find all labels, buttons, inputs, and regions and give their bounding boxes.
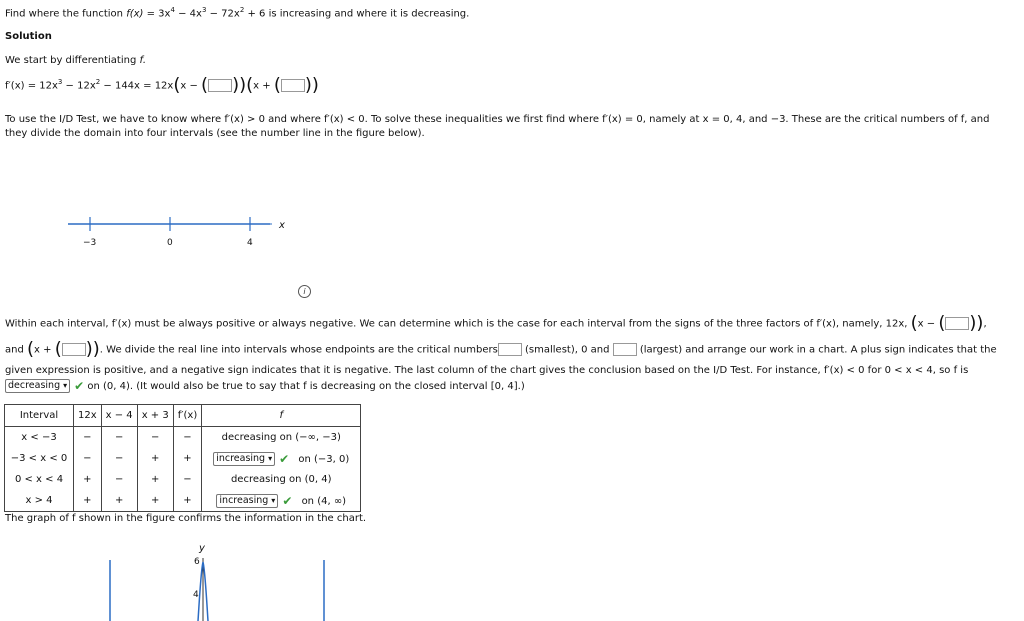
answer-box-largest[interactable] (613, 343, 637, 356)
y-axis-label: y (199, 543, 205, 554)
solution-label: Solution (5, 31, 52, 42)
within-text-4: decreasing ▾ ✔ on (0, 4). (It would also be true to say that f is decreasing on the closed interval [0, 4].) (5, 379, 525, 393)
header-x-minus-4: x − 4 (101, 405, 137, 427)
axis-label-x: x (279, 220, 285, 231)
check-icon: ✔ (282, 493, 293, 508)
chevron-down-icon: ▾ (268, 453, 273, 463)
graph-caption: The graph of f shown in the figure confirms the information in the chart. (5, 513, 367, 524)
table-row: 0 < x < 4 + − + − decreasing on (0, 4) (5, 469, 361, 490)
chevron-down-icon: ▾ (63, 381, 68, 390)
function-graph (100, 540, 340, 621)
answer-box-factor-1[interactable] (945, 317, 969, 330)
table-row: x < −3 − − − − decreasing on (−∞, −3) (5, 427, 361, 449)
header-f: f (202, 405, 361, 427)
within-text-3: given expression is positive, and a negative sign indicates that it is negative. The last column of the chart gives the conclusion based on the I/D Test. For instance, f′(x) < 0 for 0 < x < 4, so f is (5, 365, 969, 376)
header-fprime: f′(x) (173, 405, 202, 427)
y-tick-6: 6 (194, 557, 200, 567)
chevron-down-icon: ▾ (271, 495, 276, 505)
header-x-plus-3: x + 3 (137, 405, 173, 427)
header-12x: 12x (74, 405, 102, 427)
within-text-1: Within each interval, f′(x) must be always positive or always negative. We can determine which is the case for each interval from the signs of the three factors of f′(x), namely, 12x, (x − ( )), (5, 312, 987, 334)
tick-label-4: 4 (247, 238, 253, 248)
table-row: −3 < x < 0 − − + + increasing ▾ ✔ on (−3, 0) (5, 448, 361, 469)
answer-box-root-1[interactable] (208, 79, 232, 92)
within-text-2: and (x + ( )). We divide the real line into intervals whose endpoints are the critical numbers (smallest), 0 and (largest) and arrange our work in a chart. A plus sign indicates that the (5, 338, 997, 360)
check-icon: ✔ (74, 379, 85, 393)
problem-statement: Find where the function $f(x) = 3x^4 - 4x^3 - 72x^2 + 6$ is increasing and where it is decreasing. (5, 6, 470, 20)
select-interval-0-4[interactable]: decreasing ▾ (5, 379, 70, 393)
select-interval-4-inf[interactable]: increasing ▾ (216, 494, 278, 508)
table-row: x > 4 + + + + increasing ▾ ✔ on (4, ∞) (5, 490, 361, 512)
id-test-text-1: To use the I/D Test, we have to know where f′(x) > 0 and where f′(x) < 0. To solve these inequalities we first find where f′(x) = 0, namely at x = 0, 4, and −3. These are the critical numbers of f, and (5, 114, 990, 125)
sign-chart (4, 404, 361, 512)
id-test-text-2: they divide the domain into four intervals (see the number line in the figure below). (5, 128, 425, 139)
select-interval-neg3-0[interactable]: increasing ▾ (213, 452, 275, 466)
tick-label-neg3: −3 (83, 238, 97, 248)
header-interval: Interval (5, 405, 74, 427)
y-tick-4: 4 (193, 590, 199, 600)
answer-box-smallest[interactable] (498, 343, 522, 356)
intro-text: We start by differentiating f. (5, 55, 147, 66)
answer-box-root-2[interactable] (281, 79, 305, 92)
check-icon: ✔ (279, 451, 290, 466)
answer-box-factor-2[interactable] (62, 343, 86, 356)
tick-label-0: 0 (167, 238, 173, 248)
derivative-line: $f'(x) = 12x^3 - 12x^2 - 144x = 12x(x$ − ( ))(x + ( )) (5, 74, 319, 96)
info-icon[interactable]: i (298, 285, 311, 298)
